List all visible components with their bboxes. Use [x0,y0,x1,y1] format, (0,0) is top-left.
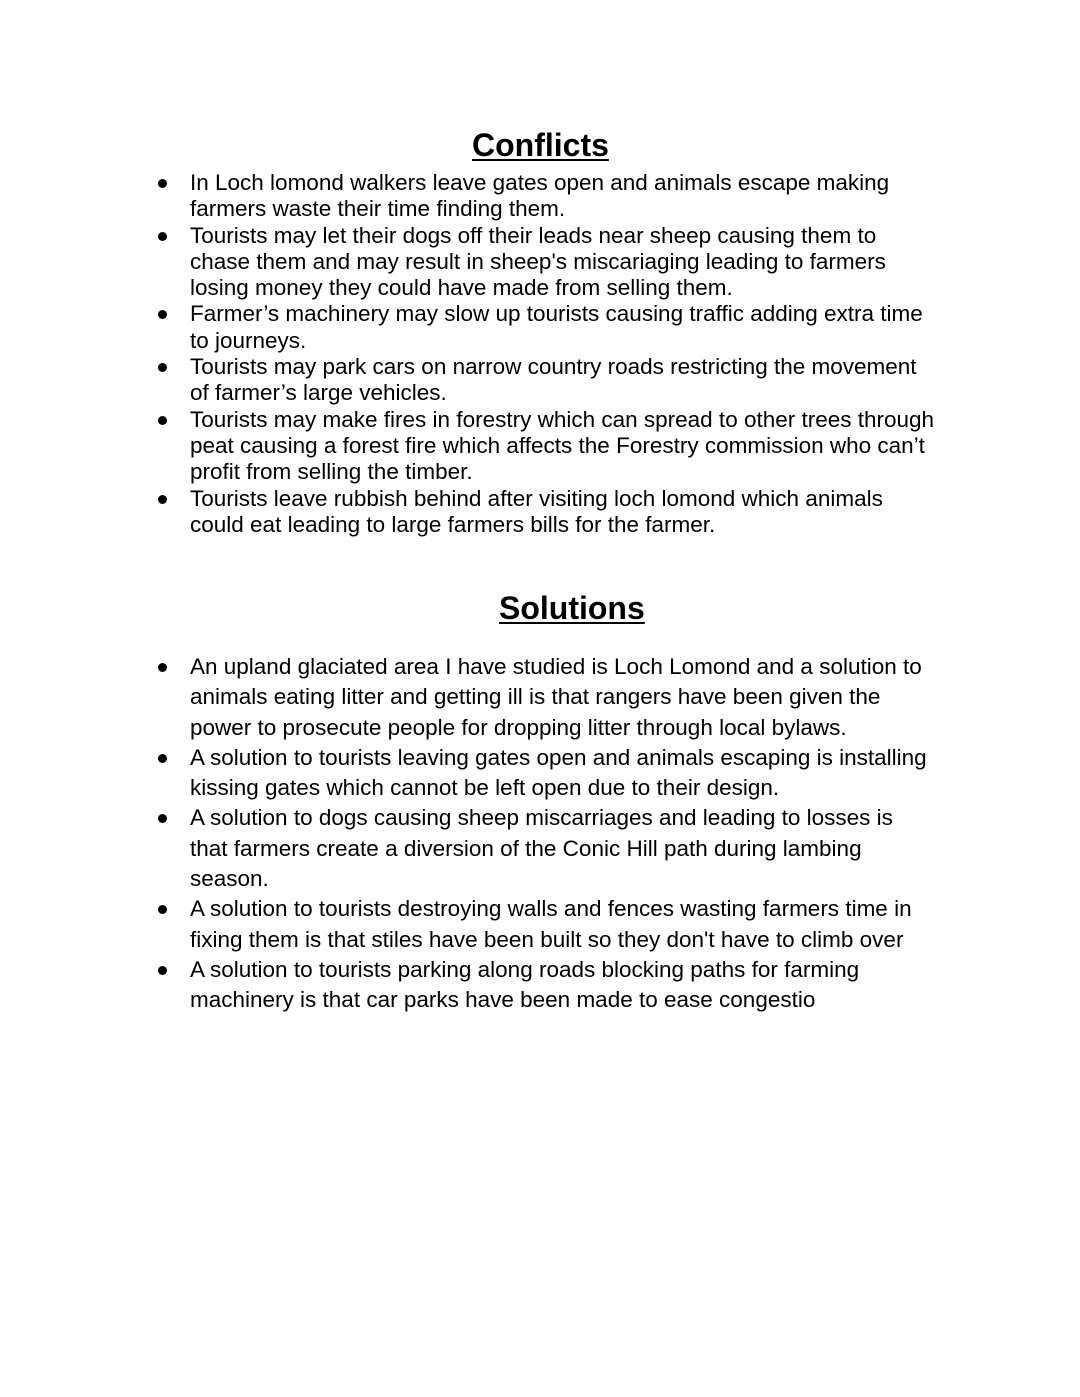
solutions-heading: Solutions [499,590,645,626]
list-item [190,486,960,539]
bullet-icon [158,663,167,672]
conflicts-heading: Conflicts [472,127,609,163]
list-item [190,223,960,302]
list-item [190,301,960,354]
list-item-line: kissing gates which cannot be left open due to their design. [190,775,780,801]
bullet-icon [158,495,167,504]
list-item-line: that farmers create a diversion of the Conic Hill path during lambing [190,835,862,861]
list-item-line: to journeys. [190,327,307,353]
list-item [190,652,960,743]
bullet-icon [158,179,167,188]
list-item-line: animals eating litter and getting ill is that rangers have been given the [190,684,881,710]
list-item-line: season. [190,866,269,892]
list-item-line: A solution to tourists leaving gates open and animals escaping is installing [190,744,927,770]
bullet-icon [158,232,167,241]
list-item-line: losing money they could have made from selling them. [190,275,733,301]
list-item-line: fixing them is that stiles have been built so they don't have to climb over [190,926,904,952]
list-item-line: peat causing a forest fire which affects the Forestry commission who can’t [190,432,925,458]
bullet-icon [158,416,167,425]
list-item [190,170,960,223]
conflicts-list [190,170,960,538]
list-item-line: machinery is that car parks have been made to ease congestio [190,987,816,1013]
list-item-line: In Loch lomond walkers leave gates open and animals escape making [190,170,890,195]
list-item-line: A solution to dogs causing sheep miscarriages and leading to losses is [190,805,893,831]
list-item-line: power to prosecute people for dropping litter through local bylaws. [190,714,847,740]
bullet-icon [158,363,167,372]
list-item-line: profit from selling the timber. [190,459,473,485]
list-item-line: of farmer’s large vehicles. [190,380,447,406]
list-item-line: Tourists may park cars on narrow country roads restricting the movement [190,354,917,380]
bullet-icon [158,966,167,975]
list-item-line: Farmer’s machinery may slow up tourists causing traffic adding extra time [190,301,923,327]
list-item-line: A solution to tourists parking along roads blocking paths for farming [190,956,860,982]
bullet-icon [158,814,167,823]
bullet-icon [158,754,167,763]
bullet-icon [158,310,167,319]
solutions-list [190,652,960,1016]
list-item-line: An upland glaciated area I have studied is Loch Lomond and a solution to [190,654,922,679]
list-item [190,894,960,955]
list-item [190,407,960,486]
list-item-line: Tourists may make fires in forestry which can spread to other trees through [190,406,935,432]
list-item-line: farmers waste their time finding them. [190,196,566,222]
list-item-line: A solution to tourists destroying walls and fences wasting farmers time in [190,896,912,922]
list-item-line: chase them and may result in sheep's miscariaging leading to farmers [190,248,886,274]
list-item [190,803,960,894]
list-item-line: could eat leading to large farmers bills for the farmer. [190,511,716,537]
list-item-line: Tourists leave rubbish behind after visiting loch lomond which animals [190,485,883,511]
bullet-icon [158,905,167,914]
list-item-line: Tourists may let their dogs off their leads near sheep causing them to [190,222,877,248]
list-item [190,354,960,407]
list-item [190,955,960,1016]
list-item [190,743,960,804]
